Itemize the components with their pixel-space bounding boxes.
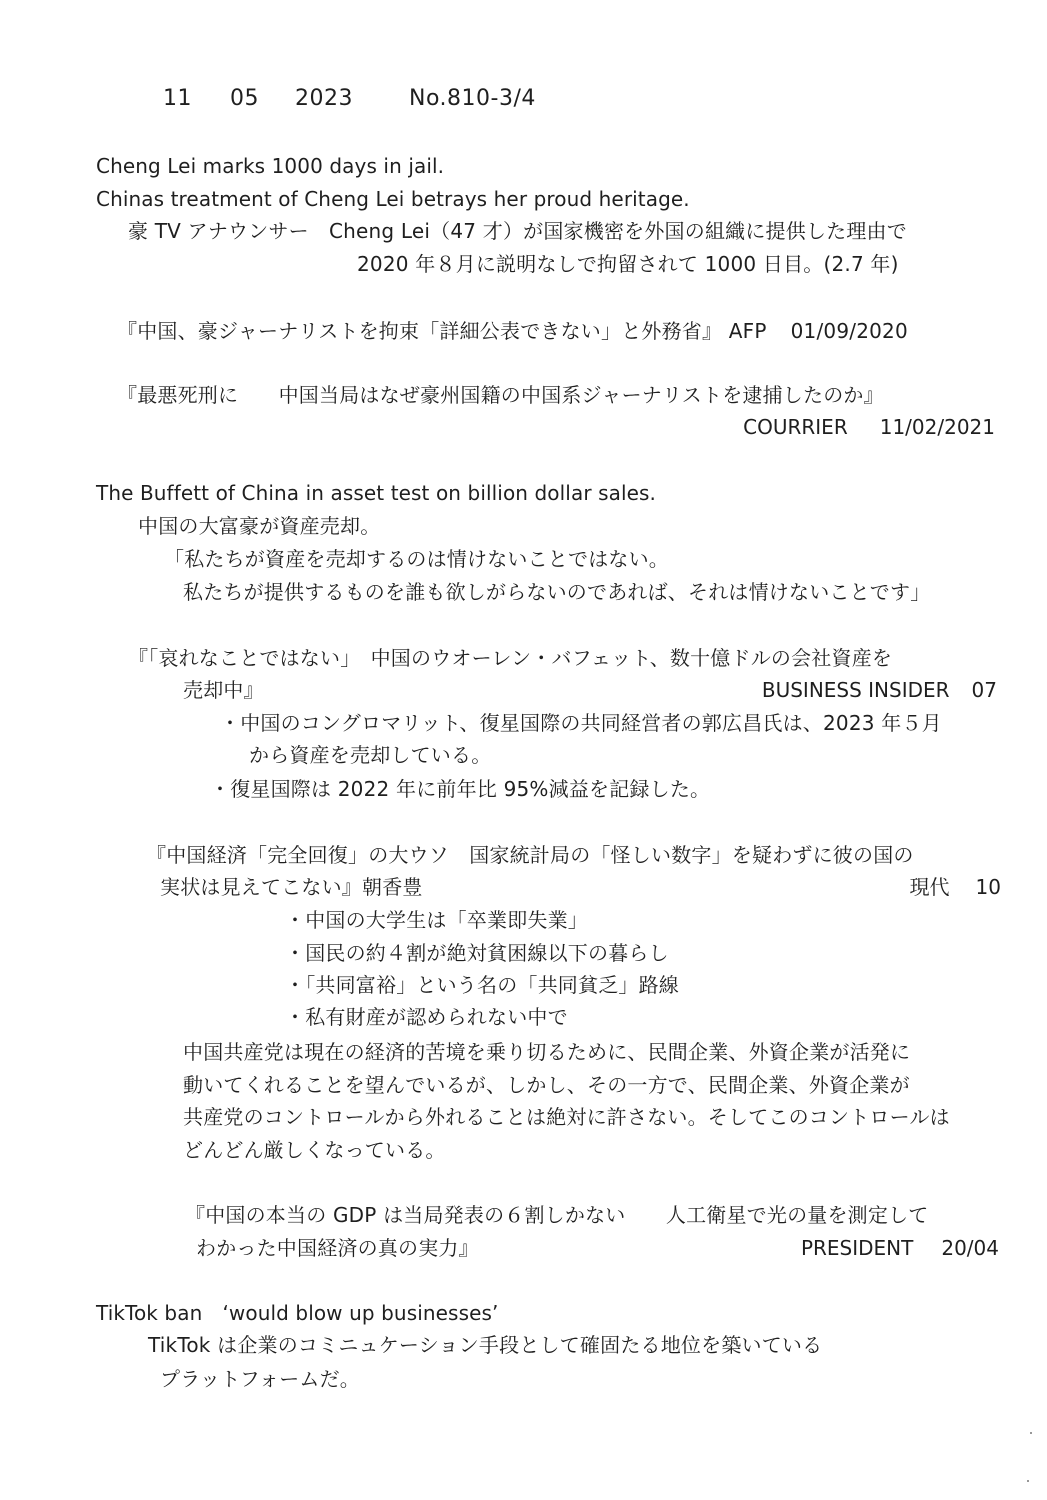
header-year: 2023 (295, 86, 353, 111)
section2-article1-title2: 売却中』 (183, 678, 264, 702)
section1-article1-date: 01/09/2020 (790, 319, 908, 343)
section2-paragraph-line1: 中国共産党は現在の経済的苦境を乗り切るために、民間企業、外資企業が活発に (183, 1040, 911, 1064)
section2-article2-date: 10 (975, 875, 1001, 899)
section2-paragraph-line4: どんどん厳しくなっている。 (183, 1138, 446, 1162)
section2-article2-title1: 『中国経済「完全回復」の大ウソ 国家統計局の「怪しい数字」を疑わずに彼の国の (146, 843, 914, 867)
section1-headline1: Cheng Lei marks 1000 days in jail. (96, 154, 445, 178)
section2-article3-title1: 『中国の本当の GDP は当局発表の６割しかない 人工衛星で光の量を測定して (185, 1203, 929, 1227)
header-day: 11 (163, 86, 192, 111)
section2-bullet1a: ・中国のコングロマリット、復星国際の共同経営者の郭広昌氏は、2023 年５月 (220, 711, 942, 735)
section1-article1-title: 『中国、豪ジャーナリストを拘束「詳細公表できない」と外務省』 (117, 319, 723, 343)
section3-summary1: TikTok は企業のコミニュケーション手段として確固たる地位を築いている (148, 1333, 823, 1357)
section2-article3-date: 20/04 (941, 1236, 999, 1260)
section2-point: ・中国の大学生は「卒業即失業」 (285, 908, 588, 932)
header-month: 05 (230, 86, 259, 111)
section2-quote2: 私たちが提供するものを誰も欲しがらないのであれば、それは情けないことです」 (183, 580, 931, 604)
section2-point: ・私有財産が認められない中で (285, 1005, 568, 1029)
section1-article2-source: COURRIER (743, 415, 848, 439)
section3-summary2: プラットフォームだ。 (160, 1367, 360, 1391)
section1-article1-source: AFP (728, 319, 767, 343)
section2-headline: The Buffett of China in asset test on billion dollar sales. (96, 481, 657, 505)
section3-headline: TikTok ban ‘would blow up businesses’ (96, 1301, 499, 1325)
section2-article3-citation (801, 1235, 999, 1261)
section2-paragraph-line2: 動いてくれることを望んでいるが、しかし、その一方で、民間企業、外資企業が (183, 1073, 910, 1097)
section2-article1-citation (762, 677, 997, 703)
section2-article3-source: PRESIDENT (800, 1236, 914, 1260)
scan-speck (1027, 1480, 1029, 1482)
section1-headline2: Chinas treatment of Cheng Lei betrays her proud heritage. (96, 187, 690, 211)
section2-article1-title1: 『「哀れなことではない」 中国のウオーレン・バフェット、数十億ドルの会社資産を (128, 646, 893, 670)
section2-article1-date: 07 (971, 678, 997, 702)
section2-article1-source: BUSINESS INSIDER (761, 678, 950, 702)
section2-bullet1b: から資産を売却している。 (249, 743, 492, 767)
section2-article3-title2: わかった中国経済の真の実力』 (196, 1236, 479, 1260)
header-doc-number: No.810-3/4 (409, 86, 536, 111)
section2-article2-source: 現代 (909, 875, 950, 899)
section2-paragraph-line3: 共産党のコントロールから外れることは絶対に許さない。そしてこのコントロールは (183, 1105, 950, 1129)
section2-bullet2: ・復星国際は 2022 年に前年比 95%減益を記録した。 (210, 777, 711, 801)
scan-speck (1030, 1432, 1032, 1434)
document-header (163, 86, 536, 112)
section2-point: ・「共同富裕」という名の「共同貧乏」路線 (285, 973, 679, 997)
section2-quote1: 「私たちが資産を売却するのは情けないことではない。 (164, 547, 669, 571)
section1-article1 (117, 318, 908, 344)
section1-summary1: 豪 TV アナウンサー Cheng Lei（47 才）が国家機密を外国の組織に提供した理由で (128, 219, 907, 243)
section1-summary2: 2020 年８月に説明なしで拘留されて 1000 日目。(2.7 年) (357, 252, 899, 276)
section1-article2-date: 11/02/2021 (879, 415, 995, 439)
section2-article2-citation (910, 874, 1001, 900)
section2-summary: 中国の大富豪が資産売却。 (138, 514, 381, 538)
section2-article2-title2: 実状は見えてこない』朝香豊 (160, 875, 423, 899)
section1-article2-title: 『最悪死刑に 中国当局はなぜ豪州国籍の中国系ジャーナリストを逮捕したのか』 (117, 383, 884, 407)
section1-article2-citation (743, 414, 995, 440)
section2-point: ・国民の約４割が絶対貧困線以下の暮らし (285, 941, 669, 965)
